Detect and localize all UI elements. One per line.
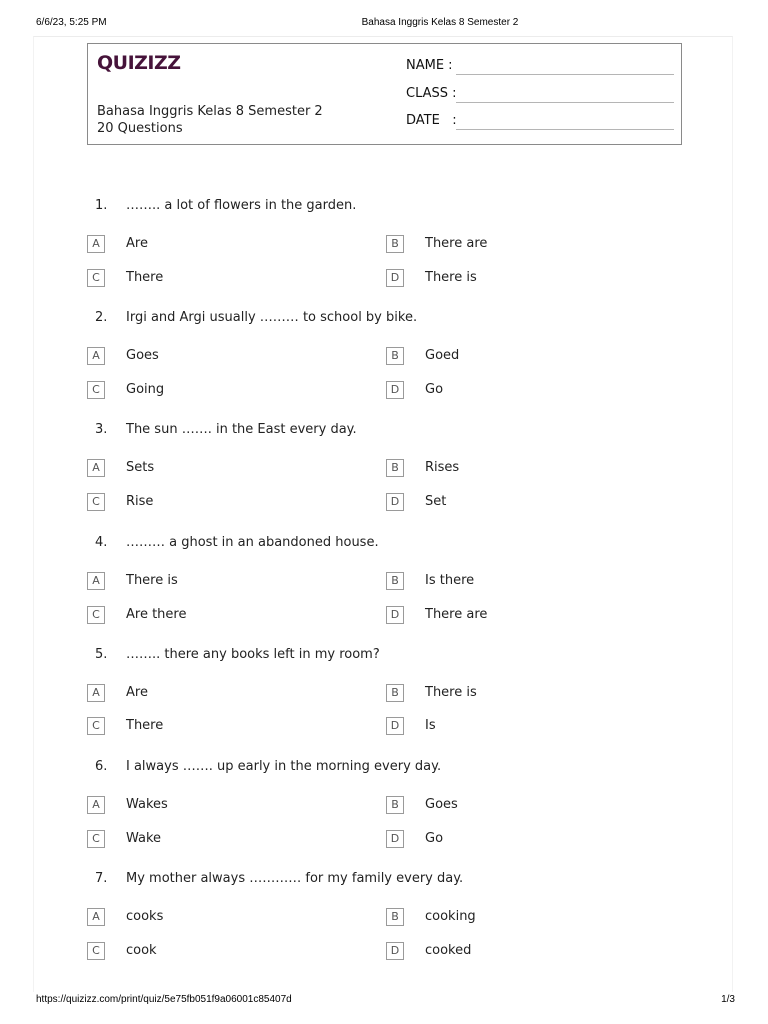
- option-7c[interactable]: [87, 942, 387, 962]
- option-letter-box: B: [386, 235, 404, 253]
- option-letter-box: C: [87, 942, 105, 960]
- option-text: There is: [425, 685, 477, 700]
- option-text: There are: [425, 236, 488, 251]
- option-2c[interactable]: [87, 381, 387, 401]
- option-6b[interactable]: [386, 796, 686, 816]
- option-text: Are there: [126, 607, 187, 622]
- print-url: https://quizizz.com/print/quiz/5e75fb051f9a06001c85407d: [36, 994, 292, 1005]
- option-letter-box: D: [386, 606, 404, 624]
- option-text: cooking: [425, 909, 476, 924]
- question-count: 20 Questions: [97, 121, 183, 136]
- date-line: [456, 129, 674, 130]
- option-letter-box: A: [87, 908, 105, 926]
- option-letter-box: C: [87, 381, 105, 399]
- option-letter-box: A: [87, 459, 105, 477]
- option-text: Go: [425, 382, 444, 397]
- option-text: There is: [425, 270, 477, 285]
- question-text: …….. there any books left in my room?: [126, 647, 380, 662]
- option-letter-box: D: [386, 830, 404, 848]
- option-text: cooks: [126, 909, 164, 924]
- question-number: 5.: [95, 647, 108, 662]
- option-text: There: [126, 718, 164, 733]
- option-7a[interactable]: [87, 908, 387, 928]
- question-2: [0, 310, 768, 336]
- option-letter-box: C: [87, 493, 105, 511]
- option-letter-box: D: [386, 942, 404, 960]
- option-text: There: [126, 270, 164, 285]
- option-letter-box: A: [87, 684, 105, 702]
- option-letter-box: A: [87, 235, 105, 253]
- option-letter-box: D: [386, 381, 404, 399]
- option-letter-box: B: [386, 347, 404, 365]
- option-4c[interactable]: [87, 606, 387, 626]
- option-3a[interactable]: [87, 459, 387, 479]
- option-text: cook: [126, 943, 157, 958]
- question-text: The sun ……. in the East every day.: [126, 422, 357, 437]
- option-3c[interactable]: [87, 493, 387, 513]
- option-4d[interactable]: [386, 606, 686, 626]
- question-1: [0, 198, 768, 224]
- option-1d[interactable]: [386, 269, 686, 289]
- question-number: 4.: [95, 535, 108, 550]
- option-text: Is: [425, 718, 436, 733]
- option-letter-box: D: [386, 717, 404, 735]
- date-label: DATE :: [406, 113, 457, 128]
- question-text: …….. a lot of flowers in the garden.: [126, 198, 357, 213]
- option-1a[interactable]: [87, 235, 387, 255]
- name-field: [406, 58, 676, 76]
- print-footer: [0, 994, 768, 1008]
- question-number: 6.: [95, 759, 108, 774]
- option-3b[interactable]: [386, 459, 686, 479]
- print-title: Bahasa Inggris Kelas 8 Semester 2: [361, 17, 519, 28]
- question-3: [0, 422, 768, 448]
- option-text: Set: [425, 494, 447, 509]
- option-text: Rise: [126, 494, 154, 509]
- quizizz-logo: QUIZIZZ: [97, 52, 181, 74]
- question-number: 1.: [95, 198, 108, 213]
- option-5a[interactable]: [87, 684, 387, 704]
- option-letter-box: C: [87, 717, 105, 735]
- option-letter-box: C: [87, 269, 105, 287]
- page-number: 1/3: [721, 994, 735, 1005]
- option-text: There is: [126, 573, 178, 588]
- question-4: [0, 535, 768, 561]
- option-1b[interactable]: [386, 235, 686, 255]
- option-letter-box: A: [87, 796, 105, 814]
- option-text: Goes: [425, 797, 458, 812]
- option-text: cooked: [425, 943, 472, 958]
- question-5: [0, 647, 768, 673]
- option-text: Is there: [425, 573, 475, 588]
- option-letter-box: A: [87, 572, 105, 590]
- option-6c[interactable]: [87, 830, 387, 850]
- class-label: CLASS :: [406, 86, 457, 101]
- option-text: There are: [425, 607, 488, 622]
- option-text: Goes: [126, 348, 159, 363]
- option-2d[interactable]: [386, 381, 686, 401]
- question-text: Irgi and Argi usually ……… to school by bike.: [126, 310, 418, 325]
- print-header: [0, 17, 768, 31]
- class-line: [456, 102, 674, 103]
- option-letter-box: B: [386, 572, 404, 590]
- option-2a[interactable]: [87, 347, 387, 367]
- option-letter-box: B: [386, 459, 404, 477]
- option-4a[interactable]: [87, 572, 387, 592]
- question-number: 7.: [95, 871, 108, 886]
- option-1c[interactable]: [87, 269, 387, 289]
- option-text: Are: [126, 236, 148, 251]
- option-letter-box: C: [87, 606, 105, 624]
- option-5d[interactable]: [386, 717, 686, 737]
- option-6d[interactable]: [386, 830, 686, 850]
- option-text: Are: [126, 685, 148, 700]
- option-5b[interactable]: [386, 684, 686, 704]
- option-letter-box: D: [386, 493, 404, 511]
- question-6: [0, 759, 768, 785]
- option-7b[interactable]: [386, 908, 686, 928]
- class-field: [406, 86, 676, 104]
- quiz-title: Bahasa Inggris Kelas 8 Semester 2: [97, 104, 323, 119]
- option-letter-box: B: [386, 796, 404, 814]
- option-2b[interactable]: [386, 347, 686, 367]
- option-text: Sets: [126, 460, 155, 475]
- worksheet-header: [87, 43, 682, 145]
- question-7: [0, 871, 768, 897]
- option-letter-box: A: [87, 347, 105, 365]
- option-text: Going: [126, 382, 165, 397]
- option-text: Rises: [425, 460, 460, 475]
- option-text: Wake: [126, 831, 162, 846]
- option-text: Wakes: [126, 797, 168, 812]
- question-number: 2.: [95, 310, 108, 325]
- question-number: 3.: [95, 422, 108, 437]
- option-3d[interactable]: [386, 493, 686, 513]
- option-4b[interactable]: [386, 572, 686, 592]
- question-text: I always ……. up early in the morning every day.: [126, 759, 442, 774]
- option-letter-box: B: [386, 684, 404, 702]
- question-text: My mother always ………… for my family every day.: [126, 871, 464, 886]
- option-text: Go: [425, 831, 444, 846]
- question-text: ……… a ghost in an abandoned house.: [126, 535, 379, 550]
- option-letter-box: B: [386, 908, 404, 926]
- option-6a[interactable]: [87, 796, 387, 816]
- name-line: [456, 74, 674, 75]
- date-field: [406, 113, 676, 131]
- option-7d[interactable]: [386, 942, 686, 962]
- option-5c[interactable]: [87, 717, 387, 737]
- option-letter-box: D: [386, 269, 404, 287]
- option-text: Goed: [425, 348, 460, 363]
- print-datetime: 6/6/23, 5:25 PM: [36, 17, 107, 28]
- name-label: NAME :: [406, 58, 453, 73]
- option-letter-box: C: [87, 830, 105, 848]
